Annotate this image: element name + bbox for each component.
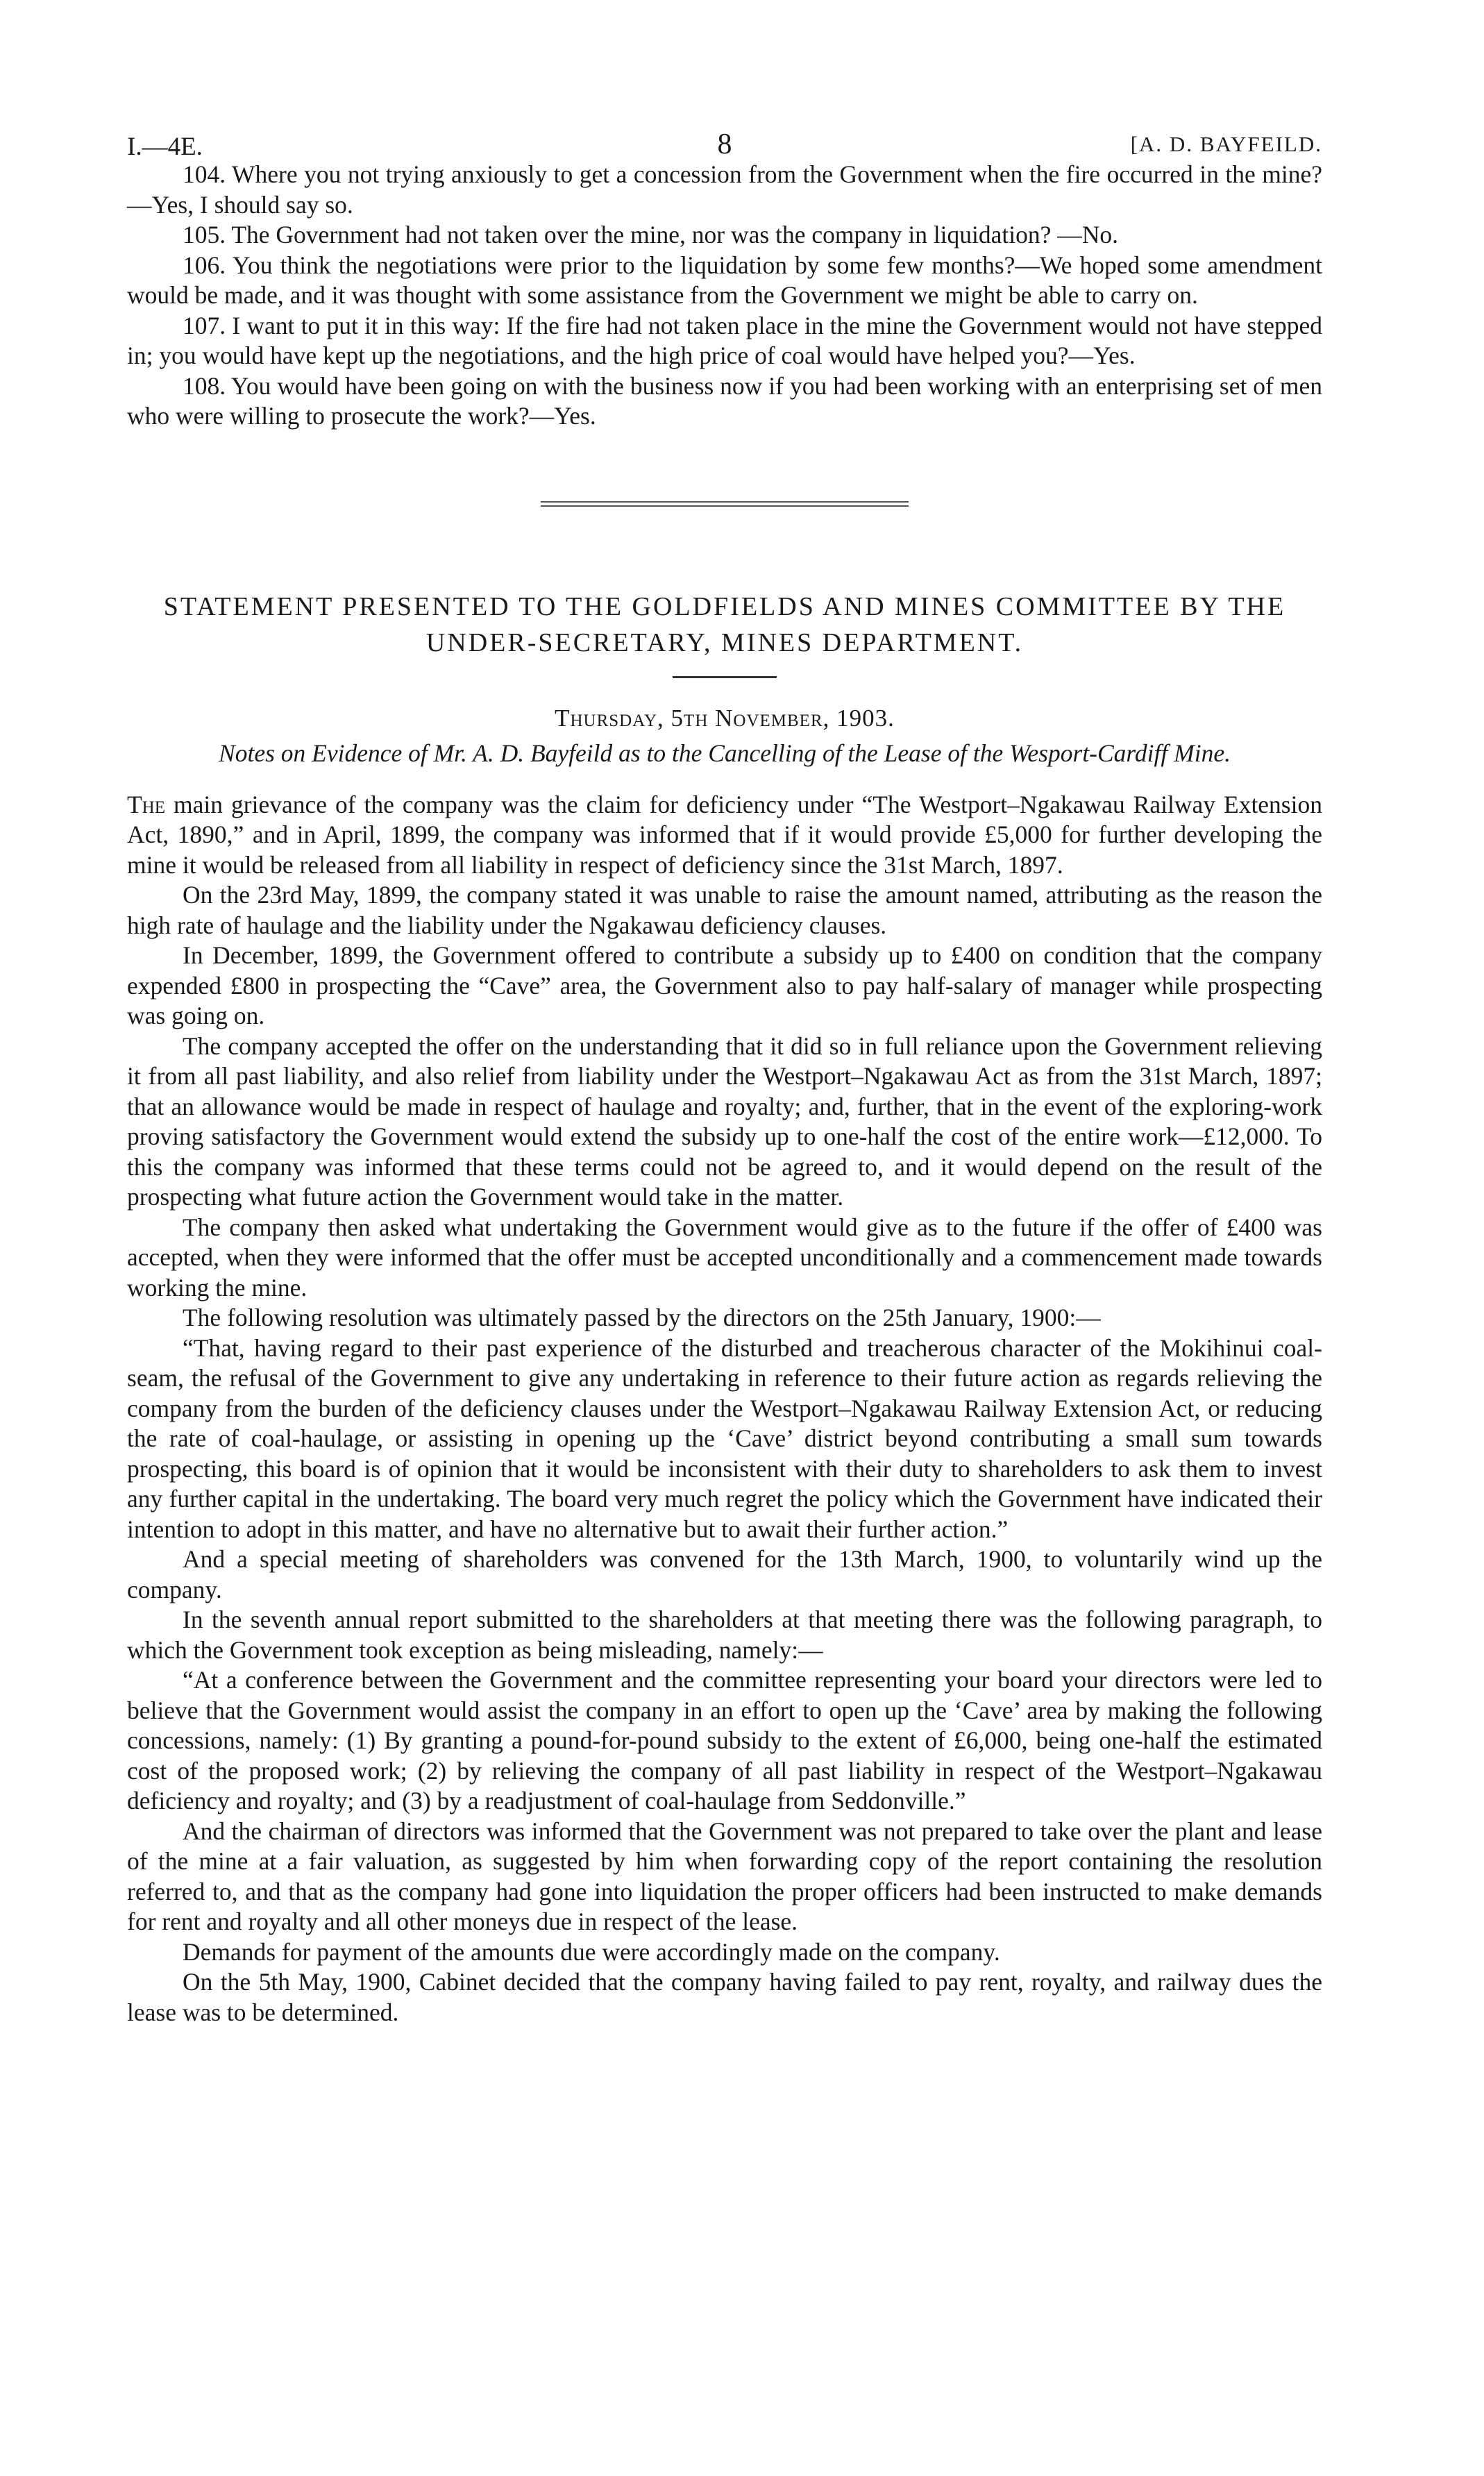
evidence-question-104: 104. Where you not trying anxiously to get a concession from the Government when the fire occurred in the mine?—Yes, I should say so.	[127, 160, 1322, 219]
statement-body	[127, 790, 1322, 2028]
report-quote: “At a conference between the Government and the committee representing your board your directors were led to believe that the Government would assist the company in an effort to open up the ‘Cave’ area by making the following concessions, namely: (1) By granting a pound-for-pound subsidy to the extent of £6,000, being one-half the estimated cost of the proposed work; (2) by relieving the company of all past liability in respect of the Westport–Ngakawau deficiency and royalty; and (3) by a readjustment of coal-haulage from Seddonville.”	[127, 1666, 1322, 1814]
statement-paragraph: The company accepted the offer on the understanding that it did so in full reliance upon the Government relieving it from all past liability, and also relief from liability under the Westport–Ngakawau Act as from the 31st March, 1897; that an allowance would be made in respect of haulage and royalty; and, further, that in the event of the exploring-work proving satisfactory the Government would extend the subsidy up to one-half the cost of the entire work—£12,000. To this the company was informed that these terms could not be agreed to, and it would depend on the result of the prospecting what future action the Government would take in the matter.	[127, 1031, 1322, 1211]
first-paragraph-text: main grievance of the company was the claim for deficiency under “The Westport–Ngakawau Railway Extension Act, 1890,” and in April, 1899, the company was informed that if it would provide £5,000 for further developing the mine it would be released from all liability in respect of deficiency since the 31st March, 1897.	[127, 790, 1322, 879]
statement-paragraph: The following resolution was ultimately passed by the directors on the 25th January, 1900:—	[183, 1304, 1101, 1331]
statement-paragraph: In December, 1899, the Government offered to contribute a subsidy up to £400 on condition that the company expended £800 in prospecting the “Cave” area, the Government also to pay half-salary of manager while prospecting was going on.	[127, 941, 1322, 1029]
statement-paragraph: In the seventh annual report submitted to the shareholders at that meeting there was the following paragraph, to which the Government took exception as being misleading, namely:—	[127, 1606, 1322, 1664]
statement-date: Thursday, 5th November, 1903.	[555, 704, 895, 732]
statement-paragraph: And a special meeting of shareholders was convened for the 13th March, 1900, to voluntarily wind up the company.	[127, 1545, 1322, 1603]
evidence-question-105: 105. The Government had not taken over the mine, nor was the company in liquidation? —No.	[183, 221, 1119, 249]
statement-paragraph	[127, 790, 1322, 881]
statement-paragraph: And the chairman of directors was informed that the Government was not prepared to take over the plant and lease of the mine at a fair valuation, as suggested by him when forwarding copy of the report containing the resolution referred to, and that as the company had gone into liquidation the proper officers had been instructed to make demands for rent and royalty and all other moneys due in respect of the lease.	[127, 1817, 1322, 1935]
statement-paragraph: On the 5th May, 1900, Cabinet decided that the company having failed to pay rent, royalty, and railway dues the lease was to be determined.	[127, 1968, 1322, 2026]
section-divider	[541, 501, 909, 507]
evidence-question-107: 107. I want to put it in this way: If the fire had not taken place in the mine the Government would not have stepped in; you would have kept up the negotiations, and the high price of coal would have helped you?—Yes.	[127, 311, 1322, 369]
page-header	[127, 104, 1322, 160]
evidence-question-108: 108. You would have been going on with the business now if you had been working with an enterprising set of men who were willing to prosecute the work?—Yes.	[127, 371, 1322, 430]
title-rule	[673, 676, 777, 678]
page-number: 8	[717, 128, 732, 160]
witness-name: [A. D. BAYFEILD.	[1130, 132, 1322, 156]
statement-title: STATEMENT PRESENTED TO THE GOLDFIELDS AND MINES COMMITTEE BY THE UNDER-SECRETARY, MINES DEPARTMENT.	[163, 591, 1286, 657]
evidence-section	[127, 160, 1322, 432]
statement-paragraph: On the 23rd May, 1899, the company stated it was unable to raise the amount named, attributing as the reason the high rate of haulage and the liability under the Ngakawau deficiency clauses.	[127, 881, 1322, 939]
document-page	[127, 104, 1322, 2028]
statement-paragraph: Demands for payment of the amounts due were accordingly made on the company.	[183, 1937, 1000, 1966]
first-word: The	[127, 790, 166, 818]
evidence-question-106: 106. You think the negotiations were prior to the liquidation by some few months?—We hoped some amendment would be made, and it was thought with some assistance from the Government we might be able to carry on.	[127, 251, 1322, 309]
statement-subtitle: Notes on Evidence of Mr. A. D. Bayfeild as to the Cancelling of the Lease of the Wesport-Cardiff Mine.	[219, 739, 1231, 767]
paper-reference: I.—4E.	[127, 133, 203, 161]
resolution-quote: “That, having regard to their past experience of the disturbed and treacherous character of the Mokihinui coal-seam, the refusal of the Government to give any undertaking in reference to their future action as regards relieving the company from the burden of the deficiency clauses under the Westport–Ngakawau Railway Extension Act, or reducing the rate of coal-haulage, or assisting in opening up the ‘Cave’ district beyond contributing a small sum towards prospecting, this board is of opinion that it would be inconsistent with their duty to shareholders to ask them to invest any further capital in the undertaking. The board very much regret the policy which the Government have indicated their intention to adopt in this matter, and have no alternative but to await their further action.”	[127, 1333, 1322, 1543]
statement-paragraph: The company then asked what undertaking the Government would give as to the future if the offer of £400 was accepted, when they were informed that the offer must be accepted unconditionally and a commencement made towards working the mine.	[127, 1213, 1322, 1302]
